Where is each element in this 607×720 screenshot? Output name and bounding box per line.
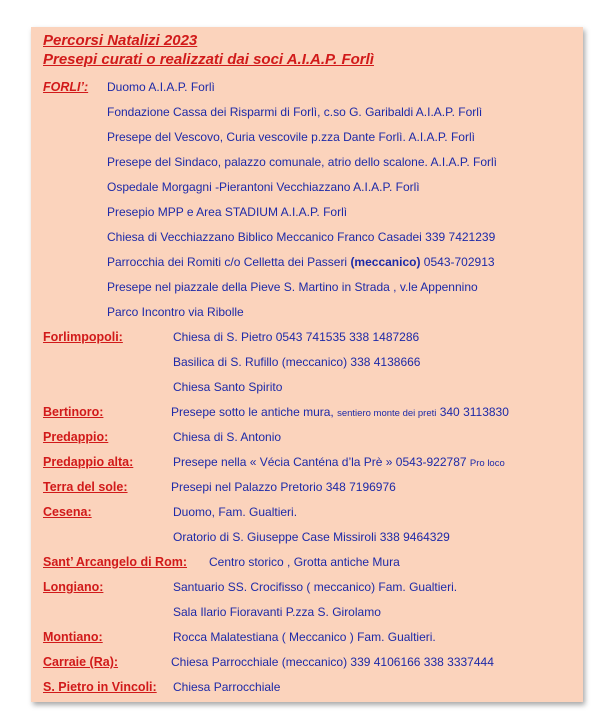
- forli-entry-6: Presepio MPP e Area STADIUM A.I.A.P. Forlì: [107, 205, 348, 219]
- forli-entry-5: Ospedale Morgagni -Pierantoni Vecchiazzano A.I.A.P. Forlì: [107, 180, 420, 194]
- forli-entry-7: Chiesa di Vecchiazzano Biblico Meccanico Franco Casadei 339 7421239: [107, 230, 496, 244]
- predappio-alta-entry-main: Presepe nella « Vécia Canténa d’la Prè » 0543-922787: [173, 455, 470, 469]
- predappio-alta-entry-proloco: Pro loco: [469, 458, 505, 469]
- forli-entry-8-meccanico: (meccanico): [350, 255, 421, 269]
- forlimpopoli-entry-2: Basilica di S. Rufillo (meccanico) 338 4138666: [173, 355, 421, 369]
- forlimpopoli-entry-1: Chiesa di S. Pietro 0543 741535 338 1487286: [173, 330, 420, 344]
- carraie-entry: Chiesa Parrocchiale (meccanico) 339 4106166 338 3337444: [171, 655, 494, 669]
- terra-del-sole-entry: Presepi nel Palazzo Pretorio 348 7196976: [171, 480, 396, 494]
- predappio-alta-entry: [173, 455, 505, 469]
- forli-entry-8-text: Parrocchia dei Romiti c/o Celletta dei Passeri: [107, 255, 351, 269]
- place-montiano: Montiano:: [43, 630, 103, 644]
- bertinoro-entry-phone: 340 3113830: [436, 405, 509, 419]
- santarcangelo-entry: Centro storico , Grotta antiche Mura: [209, 555, 400, 569]
- place-bertinoro: Bertinoro:: [43, 405, 104, 419]
- flyer-subtitle: Presepi curati o realizzati dai soci A.I.A.P. Forlì: [43, 51, 374, 68]
- place-s-pietro-in-vincoli: S. Pietro in Vincoli:: [43, 680, 157, 694]
- bertinoro-entry-path: sentiero monte dei preti: [337, 408, 437, 419]
- place-santarcangelo: Sant’ Arcangelo di Rom:: [43, 555, 188, 569]
- forli-entry-3: Presepe del Vescovo, Curia vescovile p.zza Dante Forlì. A.I.A.P. Forlì: [107, 130, 475, 144]
- montiano-entry: Rocca Malatestiana ( Meccanico ) Fam. Gualtieri.: [173, 630, 436, 644]
- longiano-entry-2: Sala Ilario Fioravanti P.zza S. Girolamo: [173, 605, 381, 619]
- bertinoro-entry-main: Presepe sotto le antiche mura,: [171, 405, 338, 419]
- forli-entry-4: Presepe del Sindaco, palazzo comunale, atrio dello scalone. A.I.A.P. Forlì: [107, 155, 498, 169]
- flyer-title: Percorsi Natalizi 2023: [43, 32, 198, 49]
- forlimpopoli-entry-3: Chiesa Santo Spirito: [173, 380, 283, 394]
- forli-entry-8: [107, 255, 495, 269]
- forli-entry-9: Presepe nel piazzale della Pieve S. Martino in Strada , v.le Appennino: [107, 280, 478, 294]
- cesena-entry-2: Oratorio di S. Giuseppe Case Missiroli 338 9464329: [173, 530, 450, 544]
- s-pietro-entry: Chiesa Parrocchiale: [173, 680, 281, 694]
- place-carraie: Carraie (Ra):: [43, 655, 119, 669]
- forli-entry-1: Duomo A.I.A.P. Forlì: [107, 80, 215, 94]
- forli-entry-8-phone: 0543-702913: [420, 255, 495, 269]
- cesena-entry-1: Duomo, Fam. Gualtieri.: [173, 505, 298, 519]
- place-predappio: Predappio:: [43, 430, 109, 444]
- predappio-entry: Chiesa di S. Antonio: [173, 430, 282, 444]
- place-longiano: Longiano:: [43, 580, 104, 594]
- place-cesena: Cesena:: [43, 505, 92, 519]
- place-terra-del-sole: Terra del sole:: [43, 480, 128, 494]
- forli-entry-2: Fondazione Cassa dei Risparmi di Forlì, c.so G. Garibaldi A.I.A.P. Forlì: [107, 105, 483, 119]
- forli-entry-10: Parco Incontro via Ribolle: [107, 305, 244, 319]
- place-predappio-alta: Predappio alta:: [43, 455, 134, 469]
- bertinoro-entry: [171, 405, 509, 419]
- longiano-entry-1: Santuario SS. Crocifisso ( meccanico) Fam. Gualtieri.: [173, 580, 458, 594]
- place-forlimpopoli: Forlimpopoli:: [43, 330, 123, 344]
- place-forli: FORLI’:: [43, 80, 89, 94]
